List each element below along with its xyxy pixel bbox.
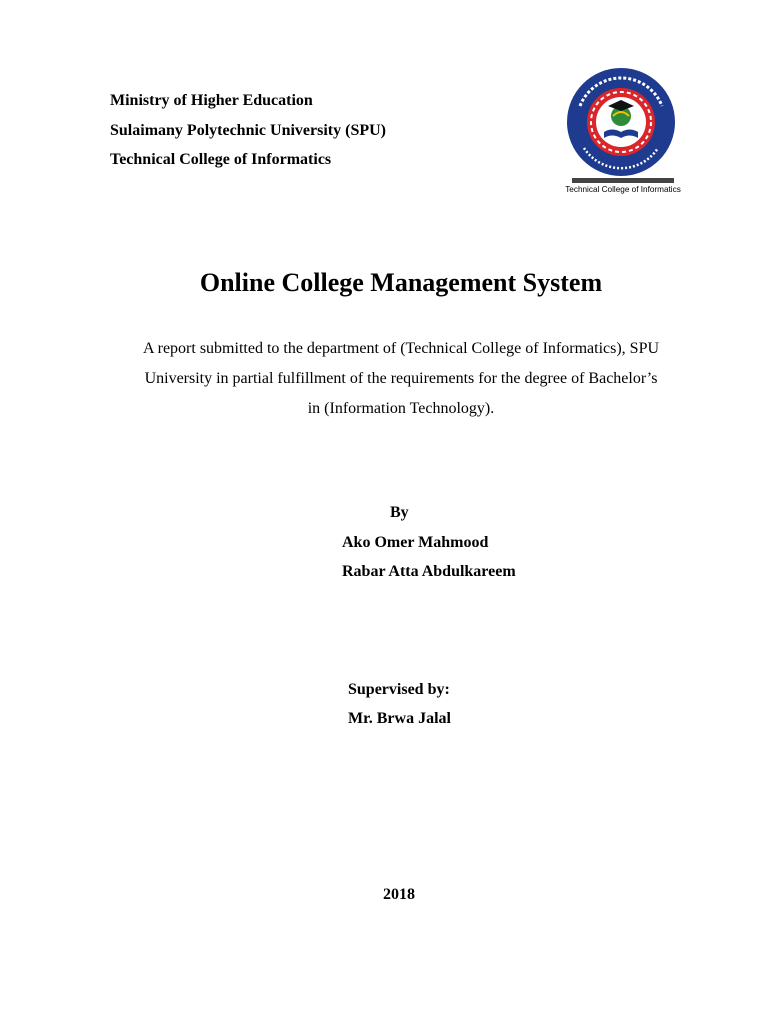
supervisor-name: Mr. Brwa Jalal: [348, 710, 451, 727]
abstract-line: in (Information Technology).: [307, 400, 495, 417]
author-name: Rabar Atta Abdulkareem: [342, 563, 516, 580]
supervisor-label: Supervised by:: [348, 681, 450, 698]
university-seal-icon: [556, 66, 686, 196]
ministry-line: Ministry of Higher Education: [110, 92, 313, 109]
institution-header: [110, 86, 386, 175]
report-year: 2018: [383, 886, 415, 903]
report-title: Online College Management System: [199, 268, 603, 297]
author-name: Ako Omer Mahmood: [342, 534, 489, 551]
university-line: Sulaimany Polytechnic University (SPU): [110, 121, 386, 139]
college-line: Technical College of Informatics: [110, 151, 332, 168]
seal-caption-english: Technical College of Informatics: [565, 185, 681, 194]
university-seal-logo: [556, 66, 686, 196]
seal-caption-kurdish-mark: [572, 178, 674, 183]
abstract-line: A report submitted to the department of (Technical College of Informatics), SPU: [142, 340, 660, 357]
by-label: By: [390, 504, 409, 521]
abstract-line: University in partial fulfillment of the requirements for the degree of Bachelor’s: [144, 370, 658, 387]
report-abstract: [96, 334, 706, 424]
